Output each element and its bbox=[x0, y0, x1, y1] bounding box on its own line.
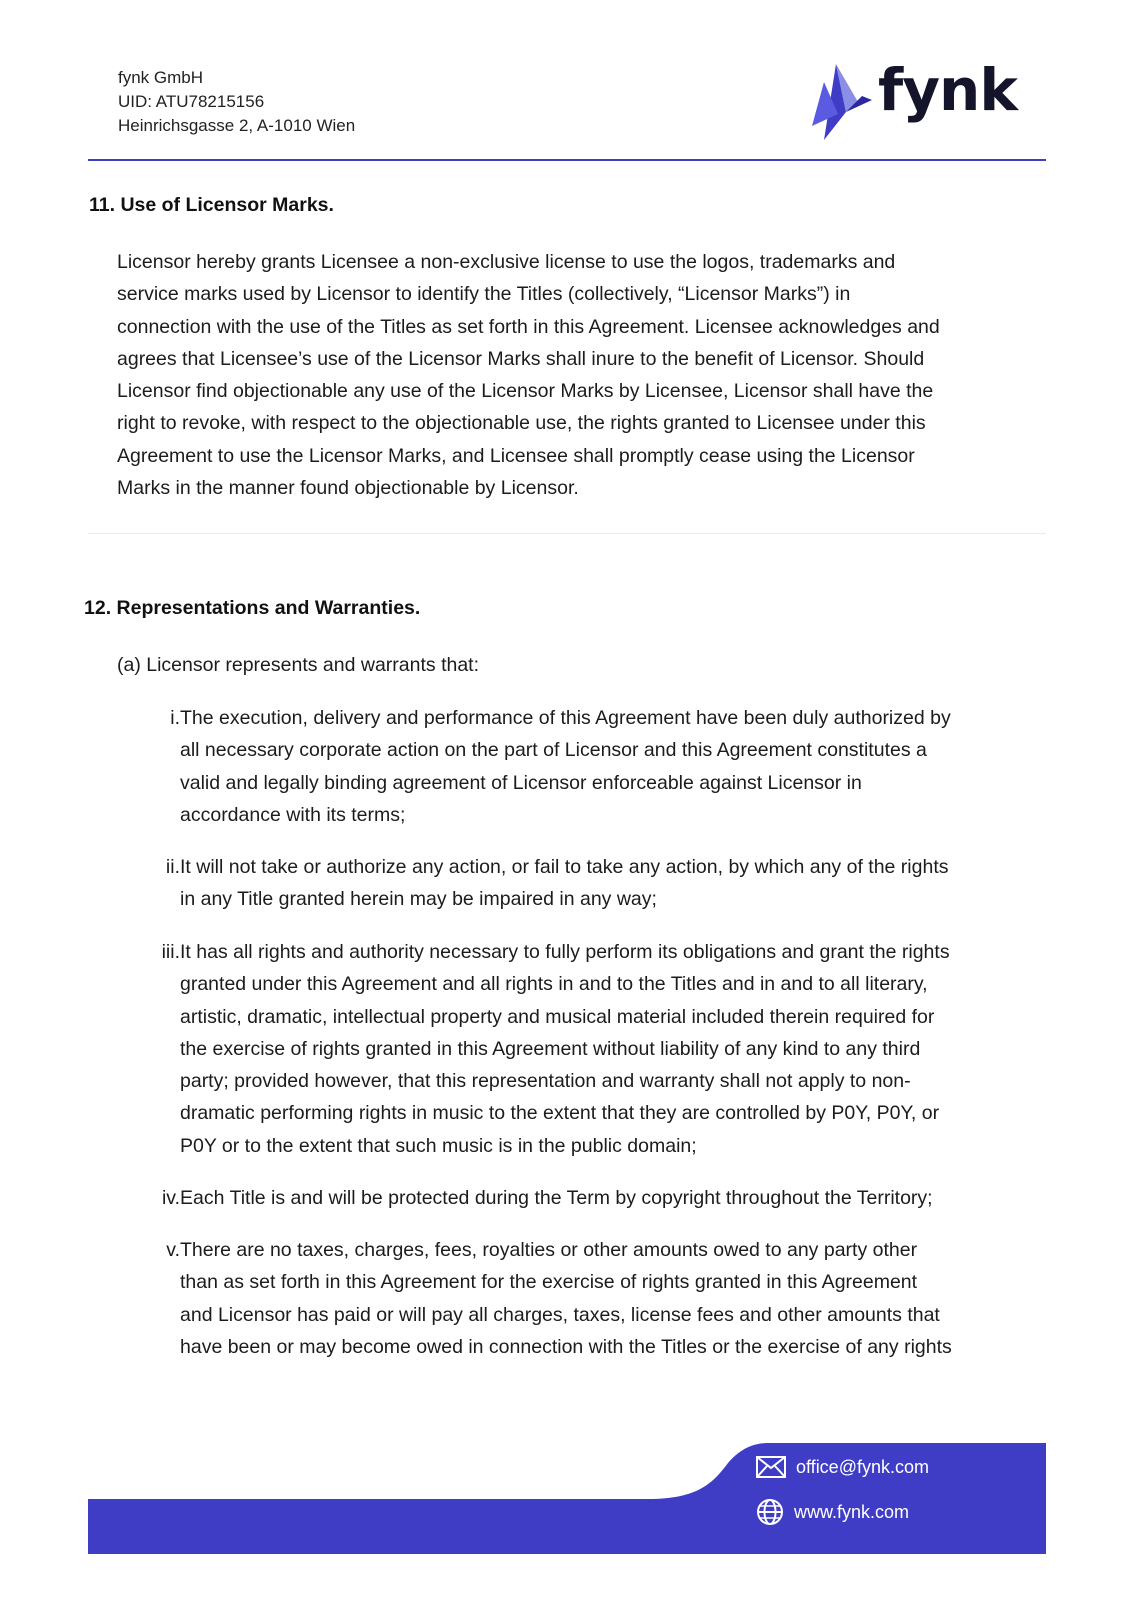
bird-logo-icon bbox=[806, 62, 878, 142]
item-number: ii. bbox=[165, 856, 180, 878]
subheading-text: (a) Licensor represents and warrants that: bbox=[117, 654, 480, 676]
item-line: dramatic performing rights in music to the extent that they are controlled by P0Y, P0Y, or bbox=[180, 1102, 940, 1125]
website-link[interactable] bbox=[756, 1498, 909, 1526]
item-line: accordance with its terms; bbox=[180, 803, 406, 826]
company-uid: UID: ATU78215156 bbox=[118, 92, 265, 111]
paragraph-line: Licensor hereby grants Licensee a non-exclusive license to use the logos, trademarks and bbox=[117, 251, 896, 273]
company-name: fynk GmbH bbox=[118, 68, 204, 87]
item-line: party; provided however, that this representation and warranty shall not apply to non- bbox=[180, 1070, 911, 1093]
item-line: artistic, dramatic, intellectual property and musical material included therein required for bbox=[180, 1005, 935, 1028]
company-info bbox=[118, 66, 355, 138]
section-divider bbox=[88, 533, 1046, 534]
paragraph-line: Marks in the manner found objectionable by Licensor. bbox=[117, 477, 579, 500]
paragraph-line: service marks used by Licensor to identify the Titles (collectively, “Licensor Marks”) in bbox=[117, 283, 851, 306]
item-line: It will not take or authorize any action, or fail to take any action, by which any of the rights bbox=[180, 856, 949, 878]
item-line: all necessary corporate action on the part of Licensor and this Agreement constitutes a bbox=[180, 739, 927, 762]
envelope-icon bbox=[756, 1456, 786, 1478]
section-12-title: 12. Representations and Warranties. bbox=[84, 597, 421, 619]
email-text: office@fynk.com bbox=[796, 1456, 929, 1477]
item-body bbox=[180, 1234, 952, 1363]
paragraph-line: right to revoke, with respect to the objectionable use, the rights granted to Licensee under this bbox=[117, 412, 926, 435]
item-line: There are no taxes, charges, fees, royalties or other amounts owed to any party other bbox=[180, 1239, 918, 1261]
item-number: iv. bbox=[161, 1187, 180, 1209]
logo-wordmark: fynk bbox=[878, 56, 1017, 124]
paragraph-line: Agreement to use the Licensor Marks, and Licensee shall promptly cease using the Licensor bbox=[117, 444, 915, 467]
item-line: than as set forth in this Agreement for the exercise of rights granted in this Agreement bbox=[180, 1271, 918, 1294]
globe-icon bbox=[756, 1498, 784, 1526]
item-line: It has all rights and authority necessary to fully perform its obligations and grant the rights bbox=[180, 941, 950, 963]
item-body bbox=[180, 936, 950, 1162]
paragraph-line: Licensor find objectionable any use of the Licensor Marks by Licensee, Licensor shall have the bbox=[117, 380, 934, 403]
item-line: and Licensor has paid or will pay all charges, taxes, license fees and other amounts that bbox=[180, 1303, 940, 1326]
item-number: iii. bbox=[161, 941, 180, 963]
email-link[interactable] bbox=[756, 1456, 929, 1478]
header-rule bbox=[88, 159, 1046, 161]
item-body bbox=[180, 702, 951, 831]
paragraph-line: connection with the use of the Titles as set forth in this Agreement. Licensee acknowledges and bbox=[117, 315, 940, 338]
item-body bbox=[180, 1182, 933, 1214]
item-body bbox=[180, 851, 949, 916]
item-line: Each Title is and will be protected during the Term by copyright throughout the Territory; bbox=[180, 1187, 933, 1209]
fynk-logo bbox=[806, 56, 1017, 144]
section-11-paragraph bbox=[117, 246, 940, 504]
item-line: have been or may become owed in connection with the Titles or the exercise of any rights bbox=[180, 1335, 952, 1358]
item-line: P0Y or to the extent that such music is in the public domain; bbox=[180, 1134, 697, 1157]
section-12-subheading bbox=[117, 649, 479, 681]
paragraph-line: agrees that Licensee’s use of the Licensor Marks shall inure to the benefit of Licensor. Should bbox=[117, 347, 925, 370]
item-number: v. bbox=[166, 1239, 180, 1261]
section-11-title: 11. Use of Licensor Marks. bbox=[89, 194, 334, 216]
item-line: in any Title granted herein may be impaired in any way; bbox=[180, 888, 657, 911]
website-text: www.fynk.com bbox=[794, 1501, 910, 1522]
item-line: the exercise of rights granted in this Agreement without liability of any kind to any third bbox=[180, 1037, 921, 1060]
item-line: The execution, delivery and performance of this Agreement have been duly authorized by bbox=[180, 707, 951, 729]
item-number: i. bbox=[170, 707, 180, 729]
company-address: Heinrichsgasse 2, A-1010 Wien bbox=[118, 116, 356, 135]
page-header bbox=[88, 56, 1046, 162]
item-line: valid and legally binding agreement of Licensor enforceable against Licensor in bbox=[180, 771, 862, 794]
item-line: granted under this Agreement and all rights in and to the Titles and in and to all literary, bbox=[180, 973, 928, 996]
page-footer bbox=[88, 1443, 1046, 1554]
